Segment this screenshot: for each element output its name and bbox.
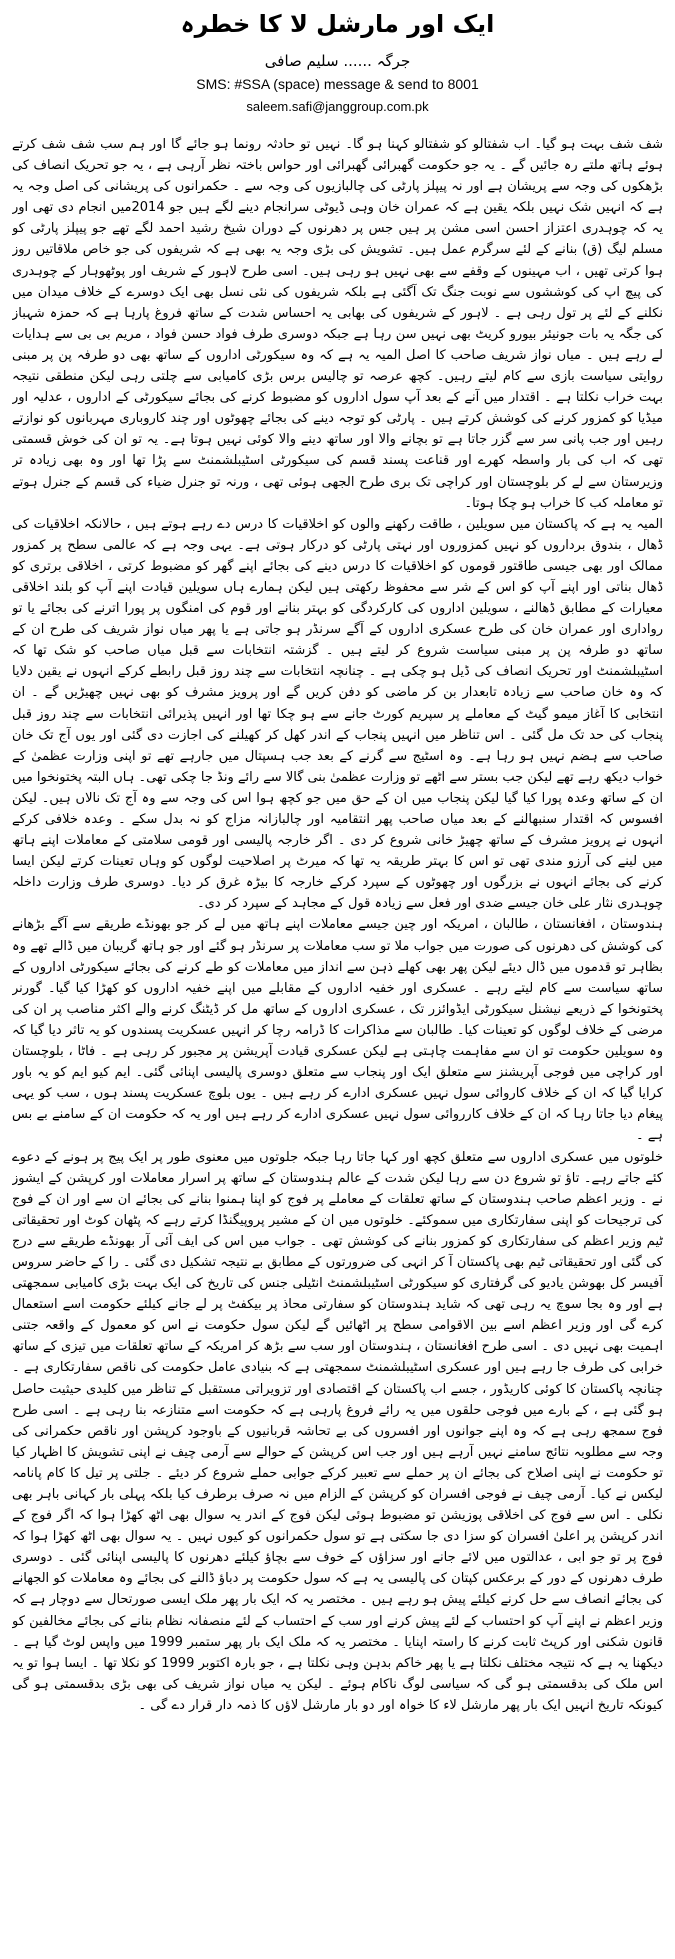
headline: ایک اور مارشل لا کا خطرہ	[180, 10, 495, 38]
author-email[interactable]: saleem.safi@janggroup.com.pk	[246, 99, 429, 114]
sms-instruction: SMS: #SSA (space) message & send to 8001	[196, 76, 479, 92]
author-name: سلیم صافی	[264, 52, 339, 70]
column-separator: ......	[343, 52, 372, 70]
byline	[0, 52, 675, 70]
article-body	[12, 134, 663, 1952]
paragraph: خلوتوں میں عسکری اداروں سے متعلق کچھ اور کہا جاتا رہا جبکہ جلوتوں میں معنوی طور پر ایک پیج پر ہونے کے دعوے کئے جاتے رہے۔ تاؤ تو شروع دن سے رہا لیکن شدت کے عالم ہندوستان کے ساتھ پر اسرار معاملات اور کرپشن کے ایشوز نے ۔ وزیر اعظم صاحب ہندوستان کے ساتھ تعلقات کے معاملے پر فوج کو اپنا ہمنوا بنانے کی بجائے ان سے اور ان کے فوج کی ترجیحات کو اپنی سفارتکاری میں سموکئے۔ خلوتوں میں ان کے مشیر پروپیگنڈا کرتے رہے کہ پٹھان کوٹ اور تحقیقاتی ٹیم وزیر اعظم کی سفارتکاری کو کمزور بنانے کی کوشش تھی ۔ جواب میں اس کی ایف آئی آر بھونڈے طریقے سے درج کی گئی اور تحقیقاتی ٹیم بھی پاکستان آ کر انہی کی ضرورتوں کے مطابق بے نتیجہ تشکیل دی گئی ۔ را کے حاضر سروس آفیسر کل بھوشن یادیو کی گرفتاری کو سیکورٹی اسٹیبلشمنٹ انٹیلی جنس کی تاریخ کی ایک بہت بڑی کامیابی سمجھتی ہے اور وہ بجا سوچ یہ رہی تھی کہ شاید ہندوستان کو سفارتی محاذ پر بیکفٹ پر لے جانے کیلئے حکومت اسے استعمال کرے گی اور وزیر اعظم اسے بین الاقوامی سطح پر اٹھائیں گے لیکن سول حکومت نے اس کو معمول کے واقعہ جتنی اہمیت بھی نہیں دی ۔ اسی طرح افغانستان ، ہندوستان اور سب سے بڑھ کر امریکہ کے ساتھ تعلقات میں تیزی کے ساتھ خرابی کی طرف جا رہے ہیں اور عسکری اسٹیبلشمنٹ سمجھتی ہے کہ بنیادی عامل حکومت کی ناقص سفارتکاری ہے ۔ چنانچہ پاکستان کا کوئی کاریڈور ، جسے اب پاکستان کے اقتصادی اور تزویراتی مستقبل کے تناظر میں کلیدی حیثیت حاصل ہو گئی ہے ، کے بارے میں فوجی حلقوں میں یہ رائے فروغ پارہی ہے کہ حکومت اسے متنازعہ بنا رہی ہے ۔ اسی طرح فوج سمجھ رہی ہے کہ وہ اپنے جوانوں اور افسروں کی بے تحاشہ قربانیوں کے باوجود کرپشن اور ناقص حکمرانی کی وجہ سے مطلوبہ نتائج سامنے نہیں آرہے ہیں اور جب اس کرپشن کے حوالے سے آرمی چیف نے اپنی تشویش کا اظہار کیا تو حکومت نے اپنی اصلاح کی بجائے ان پر حملے سے تعبیر کرکے جوابی حملے شروع کر دیئے ۔ جلتی پر تیل کا کام پانامہ لیکس نے کیا۔ آرمی چیف نے فوجی افسران کو کرپشن کے الزام میں نہ صرف برطرف کیا بلکہ پہلی بار کہانی باہر بھی نکلی ۔ اس سے فوج کی اخلاقی پوزیشن تو مضبوط ہوئی لیکن فوج کے اندر یہ سوال بھی اٹھ کھڑا ہوا کہ اگر فوج کے اندر کرپشن پر اعلیٰ افسران کو سزا دی جا سکتی ہے تو سول حکمرانوں کو کیوں نہیں ۔ یہ سوال بھی اٹھ کھڑا ہوا کہ فوج پر تو جو ابی ، عدالتوں میں لائے جانے اور سزاؤں کے خوف سے بچاؤ کیلئے دھرنوں کا پالیسی اپنائی گئی ۔ دوسری طرف دھرنوں کے دور کے برعکس کپتان کی پالیسی یہ ہے کہ سول حکومت پر دباؤ ڈالنے کی بجائے وہ معاملات کو الجھانے کی بجائے انصاف سے حل کرنے کیلئے پیش ہو رہے ہیں ۔ مختصر یہ کہ ایک بار پھر ملک ایسی صورتحال سے دوچار ہے کہ وزیر اعظم نے اپنے آپ کو احتساب کے لئے پیش کرنے اور سب کے احتساب کے لئے منصفانہ نظام بنانے کی بجائے مخالفین کو قانون شکنی اور کرپٹ ثابت کرنے کا راستہ اپنایا ۔ مختصر یہ کہ ملک ایک بار پھر ستمبر 1999 میں واپس لوٹ گیا ہے ۔ دیکھنا یہ ہے کہ نتیجہ مختلف نکلتا ہے یا پھر خاکم بدہن وہی نکلتا ہے ، جو بارہ اکتوبر 1999 کو نکلا تھا ۔ ایسا ہوا تو یہ اس ملک کی بدقسمتی ہو گی کہ سیاسی لوگ ناکام ہوئے ۔ لیکن یہ میاں نواز شریف کی بھی بڑی بدقسمتی ہو گی کیونکہ تاریخ انہیں ایک بار پھر مارشل لاء کا خواہ اور دو بار مارشل لاؤں کا ذمہ دار قرار دے گی ۔	[12, 1149, 663, 1713]
paragraph: المیہ یہ ہے کہ پاکستان میں سویلین ، طاقت رکھنے والوں کو اخلاقیات کا درس دے رہے ہوتے ہیں ، حالانکہ اخلاقیات کی ڈھال ، بندوق برداروں کو نہیں کمزوروں اور نہتی پارٹی کو درکار ہوتی ہے۔ یہی وجہ ہے کہ عالمی سطح پر کمزور ممالک اور بھی جیسی طاقتور قوموں کو اخلاقیات کا درس دینے کی بجائے اپنے گھر کو مضبوط کرتی ، اخلاقی برتری کو ڈھال بناتی اور اپنے آپ کو اس کے شر سے محفوظ رکھتی ہیں لیکن ہمارے ہاں سویلین قیادت اپنے آپ کو بلند اخلاقی معیارات کے مطابق ڈھالنے ، سویلین اداروں کی کارکردگی کو بہتر بنانے اور قوم کی امنگوں پر پورا اترنے کی بجائے یا تو رواداری اور عمران خان کی طرح عسکری اداروں کے آگے سرنڈر ہو جاتی ہے یا پھر میاں نواز شریف کی طرح ان کے ساتھ دو طرفہ پن پر مبنی سیاست شروع کر لیتے ہیں ۔ گزشتہ انتخابات سے قبل میاں صاحب کو شک تھا کہ اسٹیبلشمنٹ اور تحریک انصاف کی ڈیل ہو چکی ہے ۔ چنانچہ انتخابات سے چند روز قبل رابطے کرکے انہوں نے یقین دلایا کہ وہ خان صاحب سے زیادہ تابعدار بن کر ماضی کو دفن کریں گے اور پرویز مشرف کو بھی نہیں چھیڑیں گے ۔ ان انتخابی کا آغاز میمو گیٹ کے معاملے پر سپریم کورٹ جانے سے ہو چکا تھا اور انہیں پذیرائی انتخابات سے چند روز قبل پنجاب کی حد تک مل گئی ۔ اس تناظر میں انہیں پنجاب کے اندر کھل کر کھیلنے کی اجازت دی گئی اور یوں آج تک خان صاحب سے ہضم نہیں ہو رہا ہے۔ وہ اسٹیج سے گرنے کے بعد جب ہسپتال میں جارہے تھے تو اپنی وزارت عظمیٰ کے خواب دیکھ رہے تھے لیکن جب بستر سے اٹھے تو وزارت عظمیٰ بنی گالا سے رائے ونڈ جا چکی تھی۔ ہاں البتہ پختونخوا میں ان کے ساتھ وعدہ پورا کیا گیا لیکن پنجاب میں ان کے حق میں جو کچھ ہوا اس کی وجہ سے وہ آج تک نالاں ہیں۔ لیکن افسوس کہ اقتدار سنبھالنے کے بعد میاں صاحب پھر انتقامیہ اور چالبازانہ مزاج کو نہ بدل سکے ۔ وعدہ خلافی کرکے انہوں نے پرویز مشرف کے ساتھ چھیڑ خانی شروع کر دی ۔ اگر خارجہ پالیسی اور قومی سلامتی کے معاملات اپنے ہاتھ میں لینے کی آرزو مندی تھی تو اس کا بہتر طریقہ یہ تھا کہ میرٹ پر اصلاحیت لوگوں کو وہاں تعینات کرتے لیکن ایسا کرنے کی بجائے انہوں نے بزرگوں اور چھوٹوں کے سپرد کرکے خارجہ کا بیڑہ غرق کر دیا۔ دوسری طرف وزارت داخلہ چوہدری نثار علی خان جیسے ضدی اور فعل سے زیادہ قول کے مجاہد کے سپرد کر دی۔	[12, 516, 663, 912]
paragraph: ہندوستان ، افغانستان ، طالبان ، امریکہ اور چین جیسے معاملات اپنے ہاتھ میں لے کر جو بھونڈے طریقے سے آگے بڑھانے کی کوشش کی دھرنوں کی صورت میں جواب ملا تو سب معاملات پر سرنڈر ہو گئے اور جو ہاتھ گریبان میں ڈالے تھے وہ بظاہر تو قدموں میں ڈال دیئے لیکن پھر بھی کھلے ذہن سے انداز میں معاملات کو طے کرنے کی بجائے سیکورٹی اداروں کے ساتھ سیاست سے کام لیتے رہے ۔ عسکری اور خفیہ اداروں کے مقابلے میں اپنے خفیہ اداروں کو کھڑا کیا گیا۔ گورنر پختونخوا کے ذریعے نیشنل سیکورٹی ایڈوائزر تک ، عسکری اداروں کے ساتھ مل کر ڈیٹنگ کرنے والے اکثر مناصب پر ان کی مرضی کے خلاف لوگوں کو تعینات کیا۔ طالبان سے مذاکرات کا ڈرامہ رچا کر انہیں عسکریت پسندوں کو یہ تاثر دیا گیا کہ وہ سویلین حکومت تو ان سے مفاہمت چاہتی ہے لیکن عسکری قیادت آپریشن پر مجبور کر رہی ہے ۔ فاٹا ، بلوچستان اور کراچی میں فوجی آپریشنز سے متعلق ایک اور پنجاب سے متعلق دوسری پالیسی اپنائی گئی۔ ایم کیو ایم کو یہ باور کرایا گیا کہ ان کے خلاف کاروائی سول نہیں عسکری ادارے کر رہے ہیں ۔ یوں بلوچ عسکریت پسند ہوں ، سب کو یہی پیغام دیا جاتا رہا کہ ان کے خلاف کارروائی سول نہیں عسکری ادارے کر رہے ہیں اور یہ کہ حکومت ان کے سامنے بے بس ہے ۔	[12, 917, 663, 1144]
column-name: جرگہ	[376, 52, 411, 70]
column-header	[0, 0, 675, 135]
paragraph: شف شف بہت ہو گیا۔ اب شفتالو کو شفتالو کہنا ہو گا۔ نہیں تو حادثہ رونما ہو جائے گا اور ہم سب شف شف کرتے ہوئے ہاتھ ملتے رہ جائیں گے ۔ یہ جو حکومت گھبرائی گھبرائی اور حواس باختہ نظر آرہی ہے ، یہ جو تحریک انصاف کی بڑھکوں کی وجہ سے پریشان ہے اور نہ پیپلز پارٹی کی چالبازیوں کی وجہ سے ۔ حکمرانوں کی پریشانی کی اصل وجہ یہ ہے کہ انہیں شک نہیں بلکہ یقین ہے کہ عمران خان وہی ڈیوٹی سرانجام دینے لگے ہیں جو 2014میں انجام دی تھی اور یہ کہ چوہدری اعتزاز احسن اسی مشن پر ہیں جس پر دھرنوں کے دوران شیخ رشید احمد لگے تھے جو پیپلز پارٹی کو مسلم لیگ (ق) بنانے کے لئے سرگرم عمل ہیں۔ تشویش کی بڑی وجہ یہ بھی ہے کہ شریفوں کی جو خاص ملاقاتیں روز ہوا کرتی تھیں ، اب مہینوں کے وقفے سے بھی نہیں ہو رہی ہیں۔ اسی طرح لاہور کے شریف اور پوٹھوہار کے چوہدری کی پیچ اپ کی کوششوں سے نوبت جنگ تک آگئی ہے بلکہ شریفوں کی نئی نسل بھی ایک دوسرے کے خلاف میدان میں نکلنے کے لئے پر تول رہی ہے ۔ لاہور کے شریفوں کی بھابی یہ احساس شدت کے ساتھ فروغ پارہا ہے کہ حمزہ شہباز کی جگہ یہ بات جونیئر بیورو کریٹ بھی نہیں سن رہا ہے جبکہ دوسری طرف فواد حسن فواد ، مریم بی بی سے ہدایات لے رہے ہیں ۔ میاں نواز شریف صاحب کا اصل المیہ یہ ہے کہ وہ سیکورٹی اداروں کے ساتھ بھی دو طرفہ پن پر مبنی روایتی سیاست بازی سے کام لیتے رہیں۔ کچھ عرصہ تو چالیس برس بڑی کامیابی سے چلتی رہی لیکن منطقی نتیجہ بہت خراب نکلتا ہے ۔ اقتدار میں آنے کے بعد آپ سول اداروں کو مضبوط کرنے کی بجائے سیکورٹی کے اداروں ، عدلیہ اور میڈیا کو کمزور کرنے کی کوشش کرتے ہیں ۔ پارٹی کو توجہ دینے کی بجائے چھوٹوں اور چند کاروباری مہربانوں کو نوازتے رہیں اور جب پانی سر سے گزر جاتا ہے تو بچانے والا اور ساتھ دینے والا کوئی نہیں ہوتا ہے۔ یہ تو ان کی خوش قسمتی تھی کہ اب کی بار واسطہ کھرے اور قناعت پسند قسم کی سیکورٹی اسٹیبلشمنٹ سے پڑا تھا اور وہ بھی زیادہ تر وزیرستان سے لے کر بلوچستان اور کراچی تک بری طرح الجھی ہوئی تھی ، ورنہ تو جنرل ضیاء کی قسم کے جنرل ہوتے تو معاملہ کب کا خراب ہو چکا ہوتا۔	[12, 137, 663, 511]
